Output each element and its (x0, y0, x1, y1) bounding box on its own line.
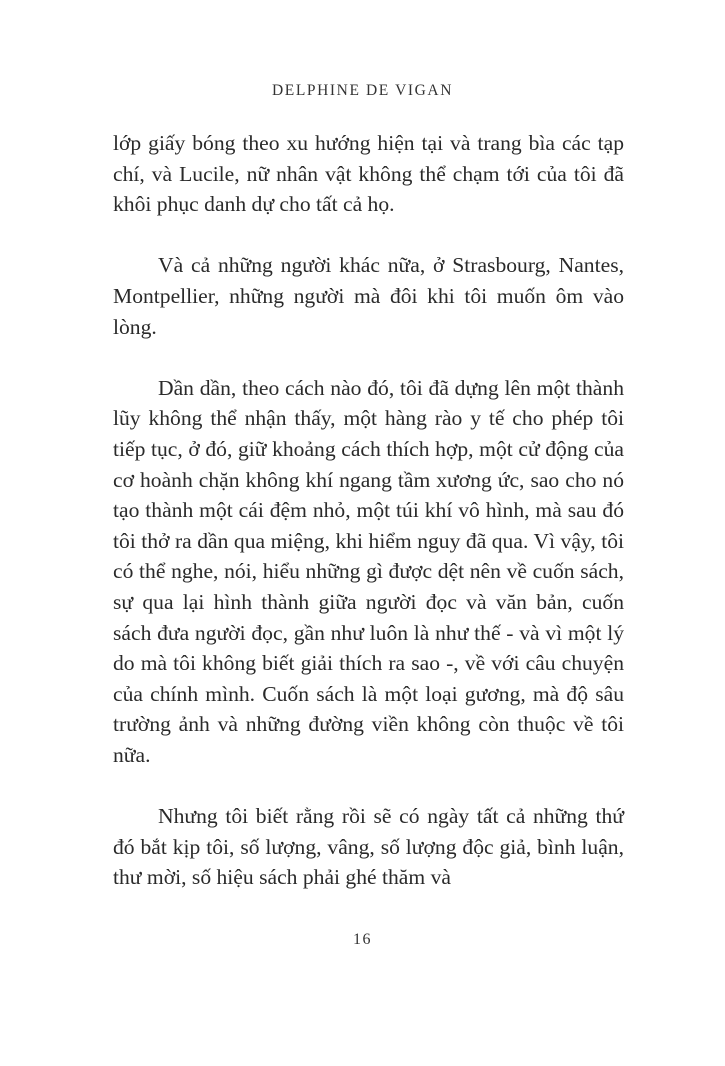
paragraph-3: Dần dần, theo cách nào đó, tôi đã dựng lên một thành lũy không thể nhận thấy, một hàng rào y tế cho phép tôi tiếp tục, ở đó, giữ khoảng cách thích hợp, một cử động của cơ hoành chặn không khí ngang tầm xương ức, sao cho nó tạo thành một cái đệm nhỏ, một túi khí vô hình, mà sau đó tôi thở ra dần qua miệng, khi hiểm nguy đã qua. Vì vậy, tôi có thể nghe, nói, hiểu những gì được dệt nên về cuốn sách, sự qua lại hình thành giữa người đọc và văn bản, cuốn sách đưa người đọc, gần như luôn là như thế - và vì một lý do mà tôi không biết giải thích ra sao -, về với câu chuyện của chính mình. Cuốn sách là một loại gương, mà độ sâu trường ảnh và những đường viền không còn thuộc về tôi nữa. (113, 375, 624, 767)
paragraph-1: lớp giấy bóng theo xu hướng hiện tại và trang bìa các tạp chí, và Lucile, nữ nhân vật không thể chạm tới của tôi đã khôi phục danh dự cho tất cả họ. (113, 131, 624, 217)
body-text (113, 128, 624, 893)
paragraph-2: Và cả những người khác nữa, ở Strasbourg, Nantes, Montpellier, những người mà đôi khi tôi muốn ôm vào lòng. (113, 253, 624, 339)
running-header-author: DELPHINE DE VIGAN (271, 82, 454, 99)
page-number: 16 (353, 931, 372, 948)
paragraph-4: Nhưng tôi biết rằng rồi sẽ có ngày tất cả những thứ đó bắt kịp tôi, số lượng, vâng, số lượng độc giả, bình luận, thư mời, số hiệu sách phải ghé thăm và (113, 804, 624, 890)
